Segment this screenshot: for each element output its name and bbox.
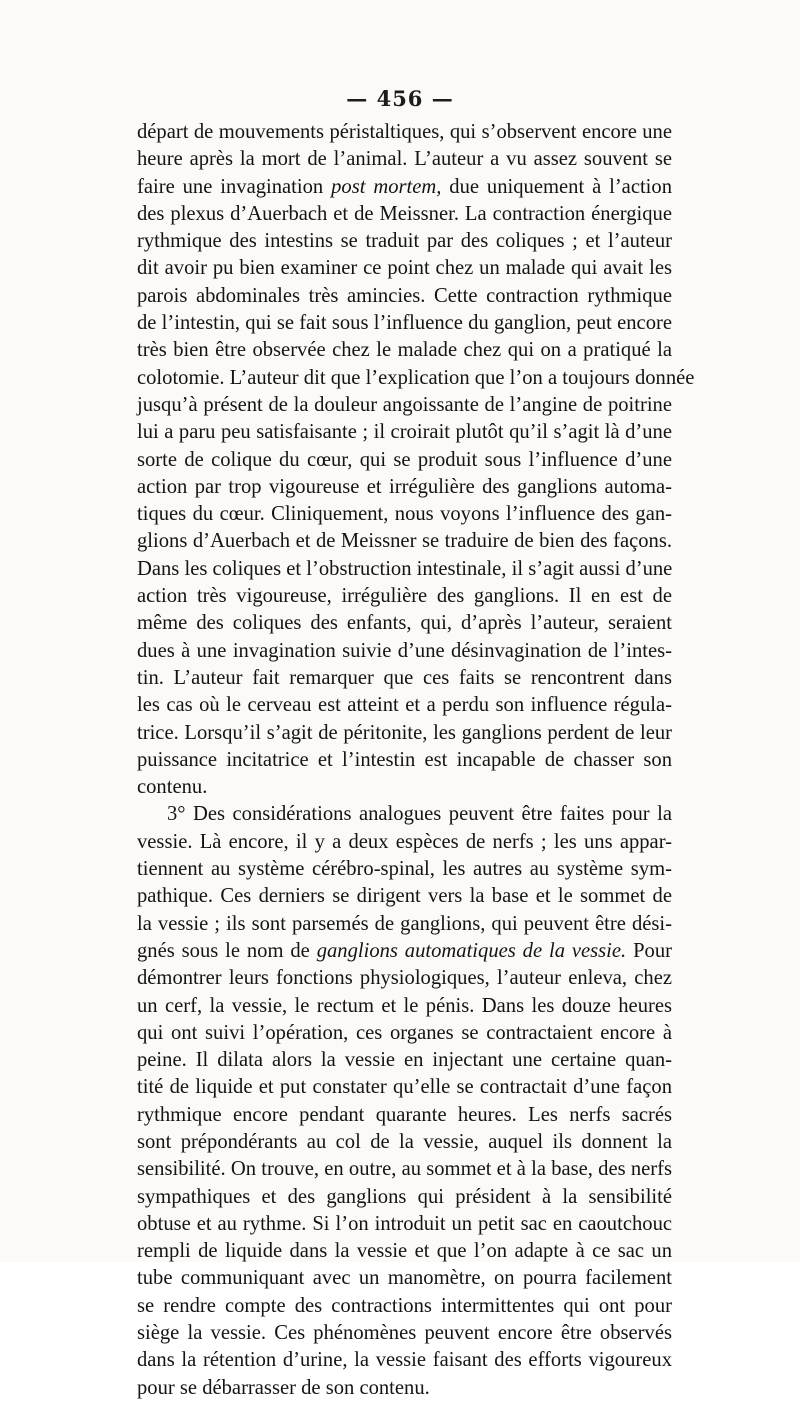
text-line: contenu. xyxy=(137,776,208,799)
text-line: parois abdominales très amincies. Cette contraction rythmique xyxy=(137,284,672,307)
text-line: 3° Des considérations analogues peuvent être faites pour la xyxy=(167,803,672,826)
text-line: rempli de liquide dans la vessie et que l’on adapte à ce sac un xyxy=(137,1240,672,1263)
text-line: très bien être observée chez le malade chez qui on a pratiqué la xyxy=(137,339,672,362)
text-line: sympathiques et des ganglions qui président à la sensibilité xyxy=(137,1185,672,1208)
paragraph xyxy=(137,801,672,1402)
text-line: siège la vessie. Ces phénomènes peuvent encore être observés xyxy=(137,1322,672,1345)
text-line: dans la rétention d’urine, la vessie faisant des efforts vigoureux xyxy=(137,1349,672,1372)
text-line: Dans les coliques et l’obstruction intestinale, il s’agit aussi d’une xyxy=(137,557,673,580)
text-line: vessie. Là encore, il y a deux espèces de nerfs ; les uns appar- xyxy=(137,830,672,853)
text-line: se rendre compte des contractions intermittentes qui ont pour xyxy=(137,1294,672,1317)
text-line: tité de liquide et put constater qu’elle se contractait d’une façon xyxy=(137,1076,672,1099)
text-line: trice. Lorsqu’il s’agit de péritonite, les ganglions perdent de leur xyxy=(137,721,672,744)
text-line: tube communiquant avec un manomètre, on pourra facilement xyxy=(137,1267,672,1290)
text-line: rythmique des intestins se traduit par des coliques ; et l’auteur xyxy=(137,230,672,253)
text-line: démontrer leurs fonctions physiologiques, l’auteur enleva, chez xyxy=(137,967,672,990)
text-line: tin. L’auteur fait remarquer que ces faits se rencontrent dans xyxy=(137,666,672,689)
text-line: pour se débarrasser de son contenu. xyxy=(137,1376,430,1399)
text-line: sensibilité. On trouve, en outre, au sommet et à la base, des nerfs xyxy=(137,1158,672,1181)
italic-phrase: post mortem, xyxy=(331,175,442,198)
text-line: les cas où le cerveau est atteint et a perdu son influence régula- xyxy=(137,694,672,717)
text-line: même des coliques des enfants, qui, d’après l’auteur, seraient xyxy=(137,612,672,635)
paragraph xyxy=(137,119,695,801)
body-text xyxy=(137,119,695,1402)
text-line: qui ont suivi l’opération, ces organes se contractaient encore à xyxy=(137,1021,672,1044)
text-line: puissance incitatrice et l’intestin est incapable de chasser son xyxy=(137,748,672,771)
text-line: dit avoir pu bien examiner ce point chez un malade qui avait les xyxy=(137,257,672,280)
text-line: pathique. Ces derniers se dirigent vers la base et le sommet de xyxy=(137,885,672,908)
text-line: départ de mouvements péristaltiques, qui s’observent encore une xyxy=(137,121,672,143)
text-line: un cerf, la vessie, le rectum et le pénis. Dans les douze heures xyxy=(137,994,672,1017)
text-line: tiques du cœur. Cliniquement, nous voyons l’influence des gan- xyxy=(137,503,672,526)
text-line: la vessie ; ils sont parsemés de ganglions, qui peuvent être dési- xyxy=(137,912,672,935)
italic-phrase: ganglions automatiques de la vessie. xyxy=(316,939,627,962)
text-line: sorte de colique du cœur, qui se produit sous l’influence d’une xyxy=(137,448,672,471)
text-line: rythmique encore pendant quarante heures. Les nerfs sacrés xyxy=(137,1103,672,1126)
text-line: gnés sous le nom de ganglions automatiques de la vessie. Pour xyxy=(137,939,672,962)
text-line: heure après la mort de l’animal. L’auteur a vu assez souvent se xyxy=(137,148,672,171)
text-line: obtuse et au rythme. Si l’on introduit un petit sac en caoutchouc xyxy=(137,1212,672,1235)
text-line: peine. Il dilata alors la vessie en injectant une certaine quan- xyxy=(137,1049,672,1072)
text-line: action par trop vigoureuse et irrégulière des ganglions automa- xyxy=(137,475,672,498)
page-number: — 456 — xyxy=(346,86,454,111)
text-line: de l’intestin, qui se fait sous l’influence du ganglion, peut encore xyxy=(137,312,672,335)
text-line: tiennent au système cérébro-spinal, les autres au système sym- xyxy=(137,858,672,881)
text-line: sont prépondérants au col de la vessie, auquel ils donnent la xyxy=(137,1130,672,1153)
text-line: jusqu’à présent de la douleur angoissante de l’angine de poitrine xyxy=(137,393,672,416)
text-line: colotomie. L’auteur dit que l’explication que l’on a toujours donnée xyxy=(137,366,695,389)
text-line: des plexus d’Auerbach et de Meissner. La contraction énergique xyxy=(137,202,672,225)
text-line: lui a paru peu satisfaisante ; il croirait plutôt qu’il s’agit là d’une xyxy=(137,421,672,444)
text-line: dues à une invagination suivie d’une désinvagination de l’intes- xyxy=(137,639,672,662)
text-line: faire une invagination post mortem, due uniquement à l’action xyxy=(137,175,672,198)
text-line: glions d’Auerbach et de Meissner se traduire de bien des façons. xyxy=(137,530,672,553)
text-line: action très vigoureuse, irrégulière des ganglions. Il en est de xyxy=(137,585,672,608)
